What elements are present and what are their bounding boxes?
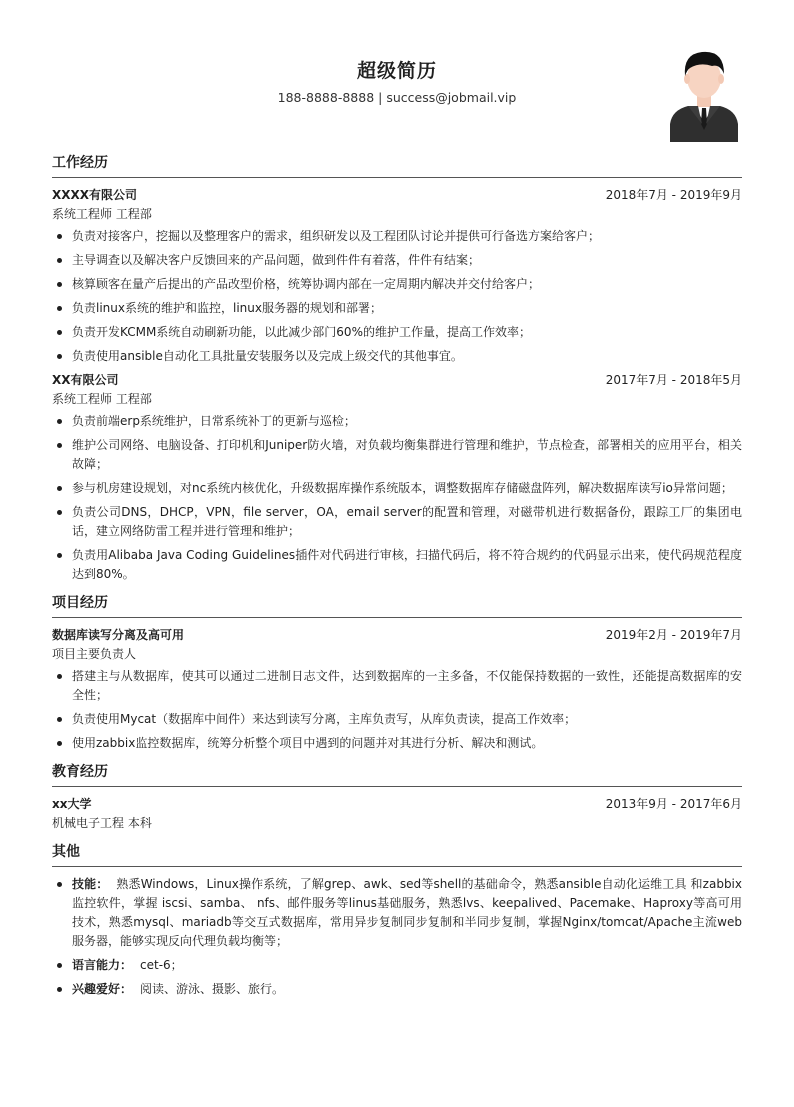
list-item: 负责公司DNS，DHCP，VPN，file server，OA，email server的配置和管理，对磁带机进行数据备份，跟踪工厂的集团电话，建立网络防雷工程并进行管理和维护；: [52, 503, 742, 541]
entry-date: 2019年2月 - 2019年7月: [605, 628, 742, 642]
section-title-education: 教育经历: [52, 761, 742, 787]
list-item-skills: [52, 875, 742, 951]
list-item-hobbies: [52, 980, 742, 999]
entry-school: xx大学: [52, 797, 92, 811]
item-text: cet-6；: [140, 958, 183, 972]
list-item: 搭建主与从数据库，使其可以通过二进制日志文件，达到数据库的一主多备，不仅能保持数据的一致性，还能提高数据库的安全性；: [52, 667, 742, 705]
list-item: 负责使用Mycat（数据库中间件）来达到读写分离，主库负责写，从库负责读，提高工作效率；: [52, 710, 742, 729]
item-label: 语言能力：: [72, 958, 133, 972]
list-item: 参与机房建设规划，对nc系统内核优化，升级数据库操作系统版本，调整数据库存储磁盘阵列，解决数据库读写io异常问题；: [52, 479, 742, 498]
entry-date: 2017年7月 - 2018年5月: [605, 373, 742, 387]
entry-organization: XXXX有限公司: [52, 188, 138, 202]
list-item: 负责开发KCMM系统自动刷新功能，以此减少部门60%的维护工作量，提高工作效率；: [52, 323, 742, 342]
item-label: 技能：: [72, 877, 109, 891]
entry-organization: XX有限公司: [52, 373, 119, 387]
list-item-languages: [52, 956, 742, 975]
item-text: 阅读、游泳、摄影、旅行。: [140, 982, 285, 996]
project-experience-section: [52, 592, 742, 753]
entry-role: 项目主要负责人: [52, 647, 137, 661]
list-item: 负责使用ansible自动化工具批量安装服务以及完成上级交代的其他事宜。: [52, 347, 742, 366]
list-item: 负责对接客户，挖掘以及整理客户的需求，组织研发以及工程团队讨论并提供可行备选方案给客户；: [52, 227, 742, 246]
candidate-name: 超级简历: [356, 60, 437, 82]
section-title-other: 其他: [52, 841, 742, 867]
avatar-icon: [668, 44, 740, 142]
list-item: 维护公司网络、电脑设备、打印机和Juniper防火墙，对负载均衡集群进行管理和维护，节点检查，部署相关的应用平台，相关故障；: [52, 436, 742, 474]
resume-page: [52, 0, 742, 1004]
resume-header: [52, 0, 742, 144]
item-text: 熟悉Windows，Linux操作系统，了解grep、awk、sed等shell的基础命令，熟悉ansible自动化运维工具 和zabbix监控软件，掌握 iscsi、samba、 nfs、邮件服务等linus基础服务，熟悉lvs、keepalived、Pacemake、Haproxy等高可用技术，熟悉mysql、mariadb等交互式数据库，常用异步复制同步复制和半同步复制，掌握Nginx/tomcat/Apache主流web服务器，能够实现反向代理负载均衡等；: [72, 877, 742, 948]
list-item: 主导调查以及解决客户反馈回来的产品问题，做到件件有着落，件件有结案；: [52, 251, 742, 270]
section-title-project: 项目经历: [52, 592, 742, 618]
list-item: 负责用Alibaba Java Coding Guidelines插件对代码进行审核，扫描代码后，将不符合规约的代码显示出来，使代码规范程度达到80%。: [52, 546, 742, 584]
entry-date: 2013年9月 - 2017年6月: [605, 797, 742, 811]
entry-project-name: 数据库读写分离及高可用: [52, 628, 185, 642]
project-entry: [52, 626, 742, 753]
education-entry: [52, 795, 742, 833]
work-experience-section: [52, 152, 742, 584]
other-section: [52, 841, 742, 999]
work-entry: [52, 371, 742, 584]
list-item: 使用zabbix监控数据库，统筹分析整个项目中遇到的问题并对其进行分析、解决和测试。: [52, 734, 742, 753]
entry-role: 系统工程师 工程部: [52, 392, 152, 406]
entry-major: 机械电子工程 本科: [52, 816, 152, 830]
list-item: 负责linux系统的维护和监控，linux服务器的规划和部署；: [52, 299, 742, 318]
entry-date: 2018年7月 - 2019年9月: [605, 188, 742, 202]
entry-role: 系统工程师 工程部: [52, 207, 152, 221]
section-title-work: 工作经历: [52, 152, 742, 178]
list-item: 负责前端erp系统维护，日常系统补丁的更新与巡检；: [52, 412, 742, 431]
work-entry: [52, 186, 742, 366]
item-label: 兴趣爱好：: [72, 982, 133, 996]
contact-info: 188-8888-8888 | success@jobmail.vip: [277, 90, 517, 105]
education-section: [52, 761, 742, 833]
list-item: 核算顾客在量产后提出的产品改型价格，统筹协调内部在一定周期内解决并交付给客户；: [52, 275, 742, 294]
